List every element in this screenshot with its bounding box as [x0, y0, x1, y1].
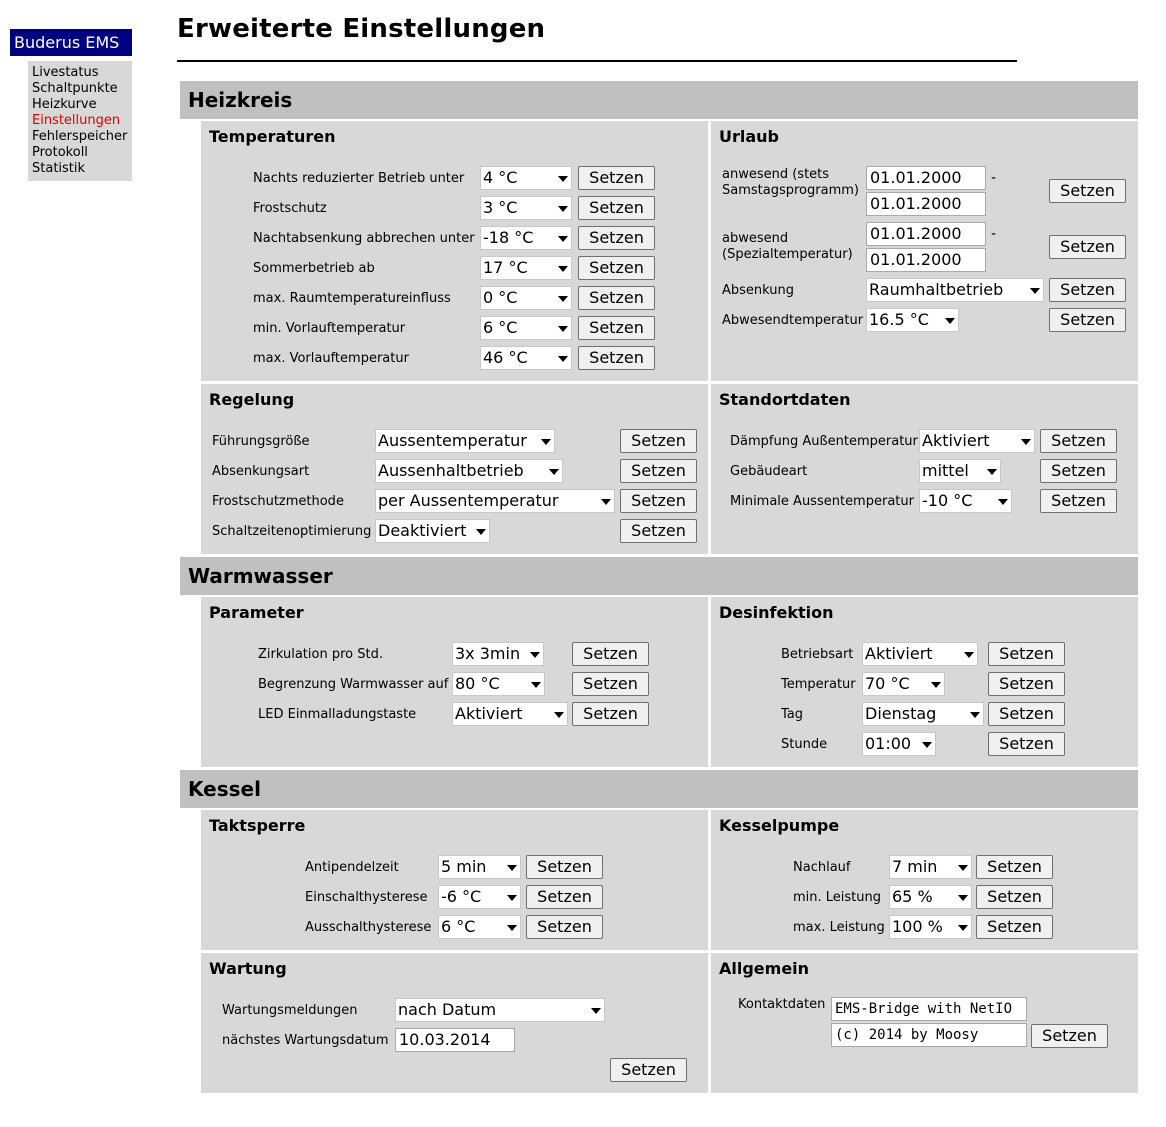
- panel-taktsperre: [201, 810, 708, 950]
- page-title: Erweiterte Einstellungen: [177, 14, 546, 44]
- setzen-button[interactable]: Setzen: [526, 915, 603, 939]
- chevron-down-icon: [964, 652, 974, 658]
- chevron-down-icon: [1021, 439, 1031, 445]
- chevron-down-icon: [987, 469, 997, 475]
- row-label: Führungsgröße: [212, 434, 310, 449]
- row-label: Frostschutz: [253, 201, 327, 216]
- nav-item-schaltpunkte[interactable]: Schaltpunkte: [32, 81, 118, 96]
- sidebar-nav: [28, 61, 132, 181]
- row-label: Dämpfung Außentemperatur: [730, 434, 918, 449]
- app-logo: Buderus EMS: [10, 29, 132, 56]
- section-heizkreis: Heizkreis: [180, 81, 1138, 119]
- setzen-button[interactable]: Setzen: [976, 915, 1053, 939]
- chevron-down-icon: [591, 1008, 601, 1014]
- gebaeudeart-select[interactable]: mittel: [919, 459, 1001, 483]
- stunde-select[interactable]: 01:00: [862, 732, 936, 756]
- row-label: Frostschutzmethode: [212, 494, 344, 509]
- row-label: max. Vorlauftemperatur: [253, 351, 409, 366]
- chevron-down-icon: [507, 925, 517, 931]
- setzen-button[interactable]: Setzen: [620, 429, 697, 453]
- panel-title: Urlaub: [719, 127, 780, 146]
- chevron-down-icon: [558, 326, 568, 332]
- panel-wartung: [201, 953, 708, 1093]
- chevron-down-icon: [541, 439, 551, 445]
- chevron-down-icon: [601, 499, 611, 505]
- setzen-button[interactable]: Setzen: [572, 672, 649, 696]
- setzen-button[interactable]: Setzen: [620, 519, 697, 543]
- nav-item-heizkurve[interactable]: Heizkurve: [32, 97, 97, 112]
- setzen-button[interactable]: Setzen: [1049, 235, 1126, 259]
- panel-allgemein: [711, 953, 1138, 1093]
- betriebsart-select[interactable]: Aktiviert: [862, 642, 978, 666]
- begrenzung-select[interactable]: 80 °C: [452, 672, 545, 696]
- nav-item-livestatus[interactable]: Livestatus: [32, 65, 99, 80]
- panel-regelung: [201, 384, 708, 554]
- row-label: LED Einmalladungstaste: [258, 707, 417, 722]
- setzen-button[interactable]: Setzen: [620, 459, 697, 483]
- chevron-down-icon: [1030, 288, 1040, 294]
- anwesend-to-input[interactable]: 01.01.2000: [866, 192, 986, 216]
- panel-desinfektion: [711, 597, 1138, 767]
- section-kessel: Kessel: [180, 770, 1138, 808]
- setzen-button[interactable]: Setzen: [1040, 459, 1117, 483]
- row-label: Tag: [781, 707, 804, 722]
- chevron-down-icon: [507, 865, 517, 871]
- einschalthysterese-select[interactable]: -6 °C: [438, 885, 521, 909]
- setzen-button[interactable]: Setzen: [988, 702, 1065, 726]
- abwesend-label: abwesend (Spezialtemperatur): [722, 231, 853, 262]
- setzen-button[interactable]: Setzen: [578, 226, 655, 250]
- chevron-down-icon: [958, 865, 968, 871]
- setzen-button[interactable]: Setzen: [526, 885, 603, 909]
- row-label: Nachts reduzierter Betrieb unter: [253, 171, 465, 186]
- row-label: Betriebsart: [781, 647, 854, 662]
- row-label: Absenkungsart: [212, 464, 310, 479]
- chevron-down-icon: [558, 176, 568, 182]
- setzen-button[interactable]: Setzen: [1049, 308, 1126, 332]
- row-label: max. Raumtemperatureinfluss: [253, 291, 451, 306]
- abwesendtemp-label: Abwesendtemperatur: [722, 313, 864, 328]
- row-label: Schaltzeitenoptimierung: [212, 524, 372, 539]
- setzen-button[interactable]: Setzen: [572, 702, 649, 726]
- max-vorlauf-select[interactable]: 46 °C: [480, 346, 572, 370]
- panel-title: Desinfektion: [719, 603, 834, 622]
- chevron-down-icon: [970, 712, 980, 718]
- panel-title: Parameter: [209, 603, 304, 622]
- nav-item-einstellungen[interactable]: Einstellungen: [32, 113, 121, 128]
- wartungsmeldungen-select[interactable]: nach Datum: [395, 998, 605, 1022]
- max-leistung-select[interactable]: 100 %: [889, 915, 972, 939]
- chevron-down-icon: [507, 895, 517, 901]
- min-leistung-select[interactable]: 65 %: [889, 885, 972, 909]
- nav-item-statistik[interactable]: Statistik: [32, 161, 86, 176]
- setzen-button[interactable]: Setzen: [610, 1058, 687, 1082]
- row-label: max. Leistung: [793, 920, 885, 935]
- panel-temperaturen: [201, 121, 708, 381]
- chevron-down-icon: [998, 499, 1008, 505]
- anwesend-label: anwesend (stets Samstagsprogramm): [722, 167, 859, 198]
- abwesendtemp-select[interactable]: 16.5 °C: [866, 308, 959, 332]
- section-warmwasser: Warmwasser: [180, 557, 1138, 595]
- min-vorlauf-select[interactable]: 6 °C: [480, 316, 572, 340]
- zirkulation-select[interactable]: 3x 3min: [452, 642, 544, 666]
- setzen-button[interactable]: Setzen: [578, 316, 655, 340]
- setzen-button[interactable]: Setzen: [1040, 429, 1117, 453]
- row-label: Gebäudeart: [730, 464, 808, 479]
- chevron-down-icon: [922, 742, 932, 748]
- chevron-down-icon: [558, 296, 568, 302]
- kontakt-line1-input[interactable]: EMS-Bridge with NetIO: [831, 997, 1027, 1021]
- chevron-down-icon: [931, 682, 941, 688]
- abwesend-from-input[interactable]: 01.01.2000: [866, 222, 986, 246]
- panel-title: Taktsperre: [209, 816, 306, 835]
- chevron-down-icon: [958, 895, 968, 901]
- setzen-button[interactable]: Setzen: [1049, 278, 1126, 302]
- setzen-button[interactable]: Setzen: [988, 732, 1065, 756]
- setzen-button[interactable]: Setzen: [1040, 489, 1117, 513]
- absenkungsart-select[interactable]: Aussenhaltbetrieb: [375, 459, 563, 483]
- min-aussentemp-select[interactable]: -10 °C: [919, 489, 1012, 513]
- row-label: Begrenzung Warmwasser auf: [258, 677, 449, 692]
- row-label: Ausschalthysterese: [305, 920, 432, 935]
- setzen-button[interactable]: Setzen: [988, 672, 1065, 696]
- wartungsdatum-label: nächstes Wartungsdatum: [222, 1033, 389, 1048]
- setzen-button[interactable]: Setzen: [578, 286, 655, 310]
- panel-kesselpumpe: [711, 810, 1138, 950]
- led-einmalladung-select[interactable]: Aktiviert: [452, 702, 568, 726]
- kontaktdaten-label: Kontaktdaten: [738, 997, 826, 1012]
- panel-parameter: [201, 597, 708, 767]
- setzen-button[interactable]: Setzen: [578, 196, 655, 220]
- panel-title: Temperaturen: [209, 127, 336, 146]
- nachlauf-select[interactable]: 7 min: [889, 855, 972, 879]
- setzen-button[interactable]: Setzen: [1049, 179, 1126, 203]
- frostschutzmethode-select[interactable]: per Aussentemperatur: [375, 489, 615, 513]
- date-dash: -: [991, 226, 997, 242]
- row-label: Zirkulation pro Std.: [258, 647, 383, 662]
- nachtabsenkung-select[interactable]: -18 °C: [480, 226, 572, 250]
- setzen-button[interactable]: Setzen: [572, 642, 649, 666]
- chevron-down-icon: [558, 236, 568, 242]
- row-label: Nachtabsenkung abbrechen unter: [253, 231, 475, 246]
- anwesend-from-input[interactable]: 01.01.2000: [866, 166, 986, 190]
- setzen-button[interactable]: Setzen: [976, 885, 1053, 909]
- setzen-button[interactable]: Setzen: [578, 346, 655, 370]
- row-label: Einschalthysterese: [305, 890, 428, 905]
- raumtemperatureinfluss-select[interactable]: 0 °C: [480, 286, 572, 310]
- wartungsmeldungen-label: Wartungsmeldungen: [222, 1003, 358, 1018]
- row-label: min. Leistung: [793, 890, 882, 905]
- panel-urlaub: [711, 121, 1138, 381]
- setzen-button[interactable]: Setzen: [620, 489, 697, 513]
- chevron-down-icon: [558, 266, 568, 272]
- desinfektion-temperatur-select[interactable]: 70 °C: [862, 672, 945, 696]
- chevron-down-icon: [554, 712, 564, 718]
- row-label: Sommerbetrieb ab: [253, 261, 375, 276]
- title-divider: [177, 60, 1017, 62]
- row-label: Minimale Aussentemperatur: [730, 494, 914, 509]
- setzen-button[interactable]: Setzen: [578, 166, 655, 190]
- tag-select[interactable]: Dienstag: [862, 702, 984, 726]
- setzen-button[interactable]: Setzen: [578, 256, 655, 280]
- chevron-down-icon: [530, 652, 540, 658]
- ausschalthysterese-select[interactable]: 6 °C: [438, 915, 521, 939]
- schaltzeitenoptimierung-select[interactable]: Deaktiviert: [375, 519, 490, 543]
- abwesend-to-input[interactable]: 01.01.2000: [866, 248, 986, 272]
- nav-item-fehlerspeicher[interactable]: Fehlerspeicher: [32, 129, 128, 144]
- setzen-button[interactable]: Setzen: [526, 855, 603, 879]
- panel-title: Wartung: [209, 959, 287, 978]
- chevron-down-icon: [531, 682, 541, 688]
- chevron-down-icon: [558, 356, 568, 362]
- chevron-down-icon: [558, 206, 568, 212]
- row-label: Temperatur: [781, 677, 856, 692]
- nav-item-protokoll[interactable]: Protokoll: [32, 145, 88, 160]
- absenkung-label: Absenkung: [722, 283, 795, 298]
- row-label: Stunde: [781, 737, 828, 752]
- panel-title: Regelung: [209, 390, 295, 409]
- setzen-button[interactable]: Setzen: [1031, 1024, 1108, 1048]
- panel-standortdaten: [711, 384, 1138, 554]
- panel-title: Allgemein: [719, 959, 810, 978]
- daempfung-select[interactable]: Aktiviert: [919, 429, 1035, 453]
- setzen-button[interactable]: Setzen: [988, 642, 1065, 666]
- nachts-reduziert-select[interactable]: 4 °C: [480, 166, 572, 190]
- absenkung-select[interactable]: Raumhaltbetrieb: [866, 278, 1044, 302]
- fuehrungsgroesse-select[interactable]: Aussentemperatur: [375, 429, 555, 453]
- wartungsdatum-input[interactable]: 10.03.2014: [395, 1028, 515, 1052]
- date-dash: -: [991, 170, 997, 186]
- chevron-down-icon: [945, 318, 955, 324]
- kontakt-line2-input[interactable]: (c) 2014 by Moosy: [831, 1023, 1027, 1047]
- panel-title: Kesselpumpe: [719, 816, 840, 835]
- frostschutz-select[interactable]: 3 °C: [480, 196, 572, 220]
- setzen-button[interactable]: Setzen: [976, 855, 1053, 879]
- chevron-down-icon: [549, 469, 559, 475]
- row-label: Antipendelzeit: [305, 860, 399, 875]
- sommerbetrieb-select[interactable]: 17 °C: [480, 256, 572, 280]
- row-label: min. Vorlauftemperatur: [253, 321, 406, 336]
- antipendelzeit-select[interactable]: 5 min: [438, 855, 521, 879]
- row-label: Nachlauf: [793, 860, 851, 875]
- panel-title: Standortdaten: [719, 390, 851, 409]
- chevron-down-icon: [958, 925, 968, 931]
- chevron-down-icon: [476, 529, 486, 535]
